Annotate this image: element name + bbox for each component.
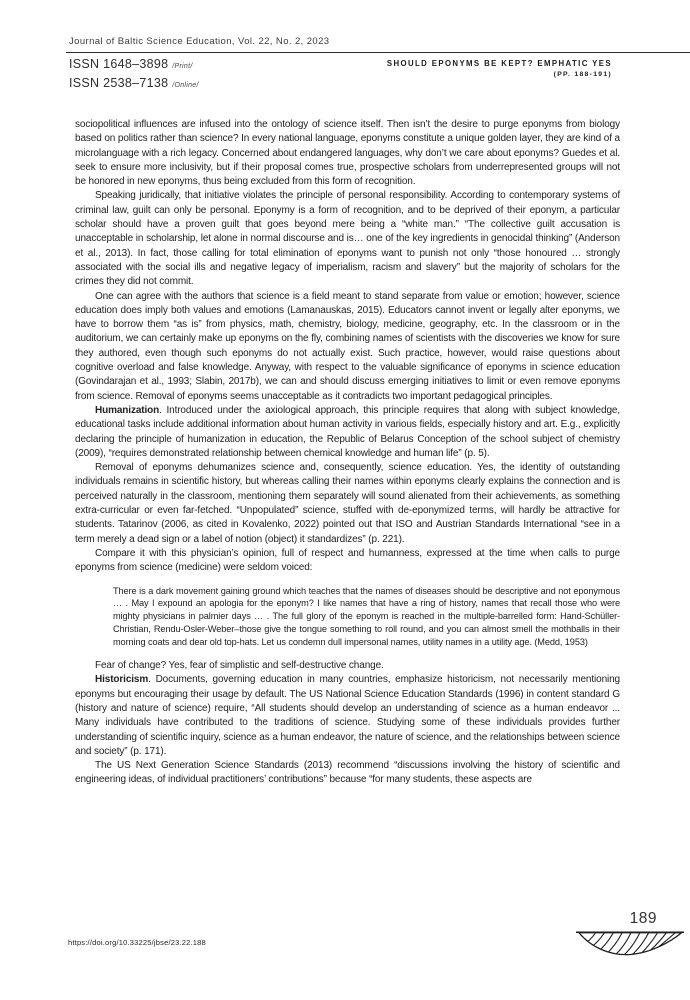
page-header — [66, 36, 690, 94]
issn-online-line — [69, 75, 199, 94]
paragraph-text: One can agree with the authors that science is a field meant to stand separate from value or emotion; however, science education does imply both values and emotions (Lamanauskas, 2015). Educators cannot invent or legally alter eponyms, we have to borrow them “as is” from physics, math, chemistry, biology, medicine, geography, etc. In the classroom or in the auditorium, we can certainly make up eponyms on the fly, combining names of scientists with the discoveries we know for sure they authored, even though such eponyms do not actually exist. Such practice, however, would raise questions about cognitive overload and false knowledge. Anyway, with respect to the valuable significance of eponyms in science education (Govindarajan et al., 1993; Slabin, 2017b), we can and should discuss emerging initiatives to limit or even remove eponyms from science. Removal of eponyms seems unacceptable as it contradicts two important pedagogical principles. — [75, 290, 620, 402]
paragraph-text: Compare it with this physician’s opinion, full of respect and humanness, expressed at the time when calls to purge eponyms from science (medicine) were seldom voiced: — [75, 547, 620, 574]
body-paragraph — [75, 290, 620, 404]
body-paragraph — [75, 189, 620, 289]
running-head — [387, 56, 690, 78]
body-paragraph — [75, 118, 620, 189]
body-paragraph — [75, 673, 620, 759]
header-row — [66, 56, 690, 94]
paragraph-text: Removal of eponyms dehumanizes science and, consequently, science education. Yes, the identity of outstanding individuals remains in scientific history, but whereas calling their names within eponyms clearly explains the connection and is perceived naturally in the classroom, mentioning them separately will sound alienated from their achievements, as something extra-curricular or even far-fetched. “Unpopulated” science, stuffed with de-eponymized terms, will hardly be attractive for students. Tatarinov (2006, as cited in Kovalenko, 2022) pointed out that ISO and Austrian Standards International “see in a term merely a dead sign or a label of notion (object) it standardizes” (p. 221). — [75, 462, 620, 545]
paragraph-text: sociopolitical influences are infused into the ontology of science itself. Then isn’t the desire to purge eponyms from biology based on politics rather than science? In every national language, eponyms constitute a unique golden layer, they are kind of a microlanguage with a rich legacy. Concerned about endangered languages, why don’t we care about eponyms? Guedes et al. seek to ensure more inclusivity, but if their proposal comes true, prospective scholars from underrepresented groups will not be honored in new eponyms, thus being excluded from this form of recognition. — [75, 119, 620, 188]
paragraph-text: Speaking juridically, that initiative violates the principle of personal responsibility. According to contemporary systems of criminal law, guilt can only be personal. Eponymy is a form of recognition, and to be deprived of their eponym, a particular scholar should have a proven guilt that goes beyond mere being a “white man.” “The collective guilt accusation is unacceptable in scholarship, let alone in normal discourse and is… one of the key ingredients in genocidal thinking” (Anderson et al., 2013). In fact, those calling for total elimination of eponyms want to punish not only “those honoured … strongly associated with the social ills and negative legacy of imperialism, racism and slavery” but the majority of scholars for the crimes they did not commit. — [75, 190, 620, 288]
body-paragraph — [75, 461, 620, 547]
body-paragraph — [75, 404, 620, 461]
block-quote — [113, 585, 620, 650]
quote-text: There is a dark movement gaining ground which teaches that the names of diseases should be descriptive and not eponymous … . May I expound an apologia for the eponym? I like names that have a ring of history, names that recall those who were mighty physicians in palmier days … . The full glory of the eponym is reached in the multiple-barrelled form: Hand-Schüller-Christian, Rendu-Osler-Weber–those give the tongue something to roll round, and you can almost smell the mothballs in their morning coats and dear old top-hats. Let us condemn dull impersonal names, utility names in a utility age. (Medd, 1953) — [113, 585, 620, 648]
body-paragraph — [75, 547, 620, 576]
running-head-title: SHOULD EPONYMS BE KEPT? EMPHATIC YES — [386, 59, 612, 68]
leaf-logo — [576, 929, 684, 963]
header-divider — [66, 52, 690, 53]
issn-print-label: /Print/ — [172, 63, 193, 70]
paragraph-lead-historicism: Historicism — [95, 674, 149, 686]
issn-online-label: /Online/ — [172, 82, 199, 89]
paragraph-text: . Introduced under the axiological approach, this principle requires that along with subject knowledge, educational tasks include additional information about human activity in various fields, especially history and art. E.g., explicitly declaring the principle of humanization in education, the Republic of Belarus Conception of the school subject of chemistry (2009), “requires demonstrated relationship between chemical knowledge and human life” (p. 5). — [75, 404, 620, 459]
issn-online: ISSN 2538–7138 — [69, 76, 169, 90]
paragraph-lead-humanization: Humanization — [95, 404, 160, 416]
article-body — [75, 118, 620, 788]
paragraph-text: . Documents, governing education in many countries, emphasize historicism, not necessarily mentioning eponyms but encouraging their usage by default. The US National Science Education Standards (1996) in content standard G (history and nature of science) require, “All students should develop an understanding of science as a human endeavor ... Many individuals have contributed to the traditions of science. Studying some of these individuals provides further understanding of scientific inquiry, science as a human endeavor, the nature of science, and the relationships between science and society” (p. 171). — [75, 674, 620, 757]
doi-link[interactable]: https://doi.org/10.33225/jbse/23.22.188 — [68, 938, 206, 947]
body-paragraph — [75, 759, 620, 788]
body-paragraph — [75, 659, 620, 673]
running-head-pages: (PP. 188-191) — [553, 71, 612, 78]
page-corner — [576, 910, 684, 963]
issn-block — [66, 56, 199, 94]
journal-title: Journal of Baltic Science Education, Vol. 22, No. 2, 2023 — [69, 36, 330, 47]
issn-print-line — [69, 56, 199, 75]
page-number: 189 — [629, 910, 657, 927]
issn-print: ISSN 1648–3898 — [69, 57, 169, 71]
paragraph-text: Fear of change? Yes, fear of simplistic and self-destructive change. — [95, 660, 384, 672]
paragraph-text: The US Next Generation Science Standards (2013) recommend “discussions involving the history of scientific and engineering ideas, of individual practitioners’ contributions” because “for many students, these aspects are — [75, 760, 620, 786]
